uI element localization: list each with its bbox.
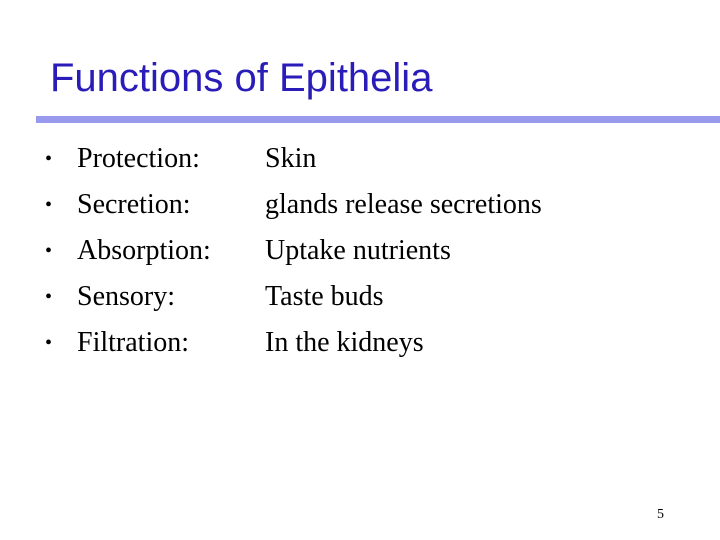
bullet-icon: • <box>45 194 53 216</box>
title-rule <box>36 116 720 123</box>
bullet-term: Filtration: <box>77 327 189 358</box>
page-number: 5 <box>657 507 664 522</box>
bullet-description: Skin <box>265 143 317 174</box>
bullet-icon: • <box>45 148 53 170</box>
bullet-term: Absorption: <box>77 235 211 266</box>
bullet-description: Taste buds <box>265 281 384 312</box>
bullet-term: Protection: <box>77 143 200 174</box>
bullet-icon: • <box>45 240 53 262</box>
bullet-term: Secretion: <box>77 189 191 220</box>
bullet-icon: • <box>45 332 53 354</box>
bullet-icon: • <box>45 286 53 308</box>
bullet-description: Uptake nutrients <box>265 235 451 266</box>
slide-title: Functions of Epithelia <box>50 56 433 100</box>
bullet-description: In the kidneys <box>265 327 424 358</box>
bullet-description: glands release secretions <box>265 189 542 220</box>
bullet-term: Sensory: <box>77 281 175 312</box>
